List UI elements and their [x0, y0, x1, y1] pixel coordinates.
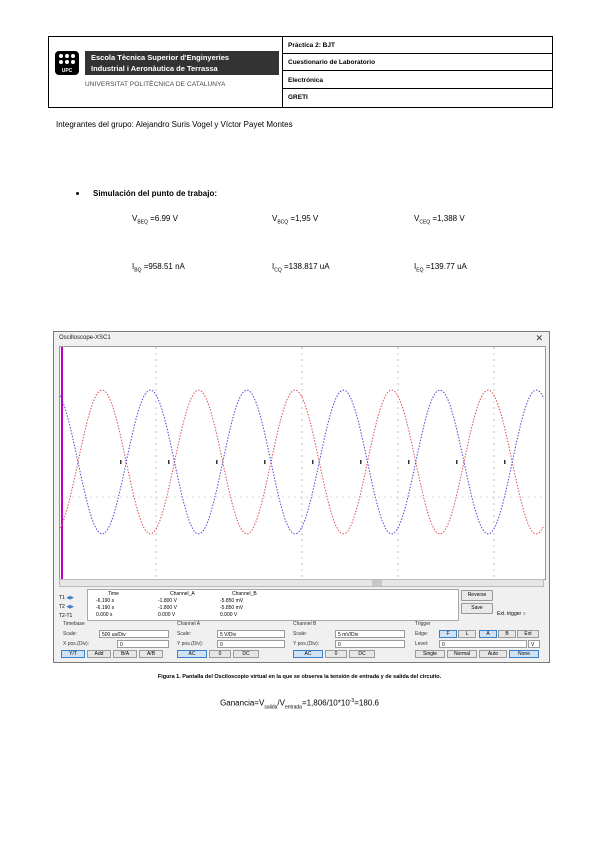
mode-ab-button[interactable]: A/B — [139, 650, 163, 658]
channel-a-zero-button[interactable]: 0 — [209, 650, 231, 658]
school-name: Escola Tècnica Superior d'Enginyeries Industrial i Aeronàutica de Terrassa — [85, 51, 279, 75]
trigger-edge-fall-button[interactable]: L — [458, 630, 476, 638]
figure-caption: Figura 1. Pantalla del Osciloscopio virtual en la que se observa la tensión de entrada y de salida del circuito. — [157, 674, 442, 680]
mode-add-button[interactable]: Add — [87, 650, 111, 658]
grid — [60, 347, 545, 579]
control-panel: Timebase Scale: 500 us/Div X pos.(Div): 0 Y/T Add B/A A/B Channel A Scale: 5 V/Div Y pos.(Div): 0 AC 0 DC Channel B Scale: 5 mV/Div Y pos.(Div): 0 AC 0 DC Trigger Edge: F L A B Ext Level: 0 V Single Normal Auto None — [59, 621, 544, 659]
university-name: UNIVERSITAT POLITÈCNICA DE CATALUNYA — [85, 81, 226, 88]
channel-a-ac-button[interactable]: AC — [177, 650, 207, 658]
close-icon[interactable]: ✕ — [535, 333, 543, 343]
waveform-plot — [60, 347, 545, 579]
mode-yt-button[interactable]: Y/T — [61, 650, 85, 658]
trigger-source-a-button[interactable]: A — [479, 630, 497, 638]
ext-trigger-label: Ext. trigger ○ — [497, 611, 526, 617]
readout-row-diff: 0.000 s 0.000 V 0.000 V — [96, 612, 238, 618]
channel-b-zero-button[interactable]: 0 — [325, 650, 347, 658]
t2-arrow-icon[interactable]: ◀▶ — [66, 604, 74, 610]
trigger-edge-rise-button[interactable]: F — [439, 630, 457, 638]
vbcq-value: $V_{BCQ} =1,95$ V — [272, 214, 319, 226]
mode-ba-button[interactable]: B/A — [113, 650, 137, 658]
ext-trigger-icon[interactable]: ○ — [522, 611, 526, 617]
channel-b-scale-field[interactable]: 5 mV/Div — [335, 630, 405, 638]
header-subject: Electrónica — [283, 72, 552, 89]
vceq-value: $V_{CEQ} =1,388$ V — [414, 214, 465, 226]
readout-row-t2: -6.190 s -1.800 V -5.850 mV — [96, 605, 244, 611]
icq-value: $I_{CQ} =138.817$ uA — [272, 262, 330, 274]
section-heading: Simulación del punto de trabajo: — [56, 189, 217, 198]
trigger-single-button[interactable]: Single — [415, 650, 445, 658]
readout-row-t1: -6.190 s -1.800 V -5.850 mV — [96, 598, 244, 604]
channel-a-scale-field[interactable]: 5 V/Div — [217, 630, 285, 638]
trigger-none-button[interactable]: None — [509, 650, 539, 658]
gain-formula: $Ganancia=V_{salida}/V_{entrada}=1,806/10*10^{-3}=180.6$ — [220, 698, 379, 711]
t1-arrow-icon[interactable]: ◀▶ — [66, 595, 74, 601]
save-button[interactable]: Save — [461, 603, 493, 614]
ibq-value: $I_{BQ} =958.51$ nA — [132, 262, 185, 274]
channel-b-dc-button[interactable]: DC — [349, 650, 375, 658]
school-logo — [49, 37, 283, 107]
scroll-thumb[interactable] — [372, 580, 382, 586]
channel-b-label: Channel B — [293, 621, 317, 627]
trigger-source-ext-button[interactable]: Ext — [517, 630, 539, 638]
oscilloscope-window — [53, 331, 550, 663]
bullet-icon — [76, 192, 79, 195]
timebase-label: Timebase — [63, 621, 85, 627]
readout-table: Time Channel_A Channel_B -6.190 s -1.800 V -5.850 mV -6.190 s -1.800 V -5.850 mV 0.000 s 0.000 V 0.000 V — [87, 589, 459, 621]
group-members: Integrantes del grupo: Alejandro Suris Vogel y Víctor Payet Montes — [56, 120, 293, 129]
trigger-source-b-button[interactable]: B — [498, 630, 516, 638]
window-title: Oscilloscope-XSC1 — [59, 335, 111, 341]
channel-b-ypos-field[interactable]: 0 — [335, 640, 405, 648]
cursor-readouts — [59, 589, 544, 621]
ieq-value: $I_{EQ} =139.77$ uA — [414, 262, 467, 274]
header-degree: GRETI — [288, 94, 308, 101]
channel-a-dc-button[interactable]: DC — [233, 650, 259, 658]
trigger-level-field[interactable]: 0 — [439, 640, 527, 648]
reverse-button[interactable]: Reverse — [461, 590, 493, 601]
header-practice: Práctica 2: BJT — [283, 37, 552, 54]
channel-a-label: Channel A — [177, 621, 201, 627]
vbeq-value: $V_{BEQ} =6.99$ V — [132, 214, 178, 226]
timebase-scale-field[interactable]: 500 us/Div — [99, 630, 169, 638]
cursor-controls: T1 ◀▶ T2 ◀▶ T2-T1 — [59, 595, 74, 619]
header-questionnaire: Cuestionario de Laboratorio — [283, 54, 552, 71]
trigger-label: Trigger — [415, 621, 431, 627]
channel-b-ac-button[interactable]: AC — [293, 650, 323, 658]
trigger-normal-button[interactable]: Normal — [447, 650, 477, 658]
trigger-level-unit[interactable]: V — [528, 640, 540, 648]
oscilloscope-screen — [59, 346, 546, 580]
horizontal-scrollbar[interactable] — [59, 579, 544, 587]
timebase-xpos-field[interactable]: 0 — [117, 640, 169, 648]
upc-logo-icon: UPC — [55, 51, 79, 75]
document-header — [48, 36, 553, 108]
channel-a-ypos-field[interactable]: 0 — [217, 640, 285, 648]
trigger-auto-button[interactable]: Auto — [479, 650, 507, 658]
